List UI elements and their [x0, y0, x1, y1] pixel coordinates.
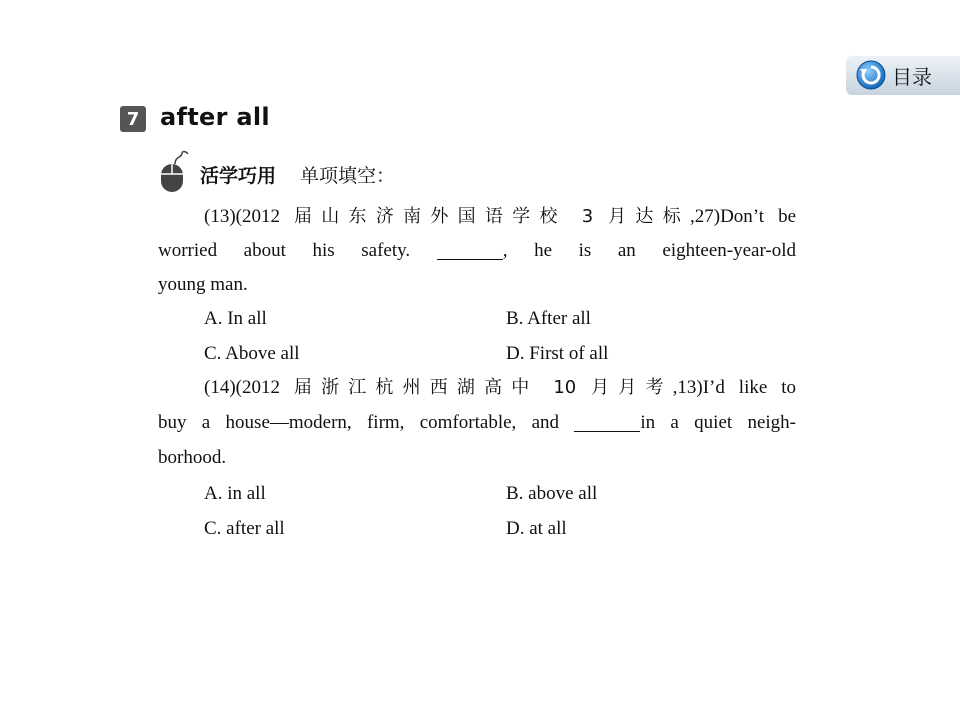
toc-label: 目录	[892, 64, 932, 89]
question-13	[158, 200, 796, 302]
question-source-prefix: (14)(2012	[204, 377, 294, 398]
question-line	[158, 234, 796, 268]
section-number-badge: 7	[120, 106, 146, 132]
question-text: worried about his safety.	[158, 240, 411, 261]
option-d: D. First of all	[506, 343, 609, 364]
answer-blank	[574, 409, 640, 432]
question-source-suffix: ,13)	[672, 377, 703, 398]
question-line: borhood.	[158, 447, 227, 468]
question-text: Don’t be	[720, 206, 797, 227]
option-b: B. above all	[506, 483, 598, 504]
question-14	[158, 370, 796, 475]
question-text: buy a house—modern, firm, comfortable, and	[158, 412, 560, 433]
toc-button[interactable]	[846, 55, 960, 95]
question-line	[158, 405, 796, 440]
practice-heading	[158, 150, 395, 194]
question-line	[158, 200, 796, 234]
options-13	[204, 301, 808, 371]
practice-task: 单项填空：	[300, 165, 396, 187]
question-source-suffix: ,27)	[689, 206, 721, 227]
question-text: in a quiet neigh-	[640, 412, 797, 433]
mouse-icon	[158, 150, 192, 194]
question-text: I’d like to	[702, 377, 796, 398]
option-d: D. at all	[506, 518, 567, 539]
answer-blank	[437, 237, 503, 260]
option-c: C. Above all	[204, 343, 300, 364]
question-line: young man.	[158, 274, 248, 295]
question-source: 届浙江杭州西湖高中 10 月月考	[293, 377, 673, 398]
section-title: after all	[160, 103, 270, 131]
practice-title: 活学巧用	[200, 165, 277, 187]
question-line	[158, 370, 796, 405]
question-source-prefix: (13)(2012	[204, 206, 295, 227]
options-14	[204, 476, 808, 546]
option-a: A. in all	[204, 483, 266, 504]
option-c: C. after all	[204, 518, 285, 539]
question-source: 届山东济南外国语学校 3 月达标	[294, 206, 690, 227]
option-a: A. In all	[204, 308, 267, 329]
question-text: , he is an eighteen-year-old	[502, 240, 796, 261]
refresh-circle-icon	[856, 60, 886, 90]
option-b: B. After all	[506, 308, 591, 329]
section-heading	[120, 103, 270, 131]
